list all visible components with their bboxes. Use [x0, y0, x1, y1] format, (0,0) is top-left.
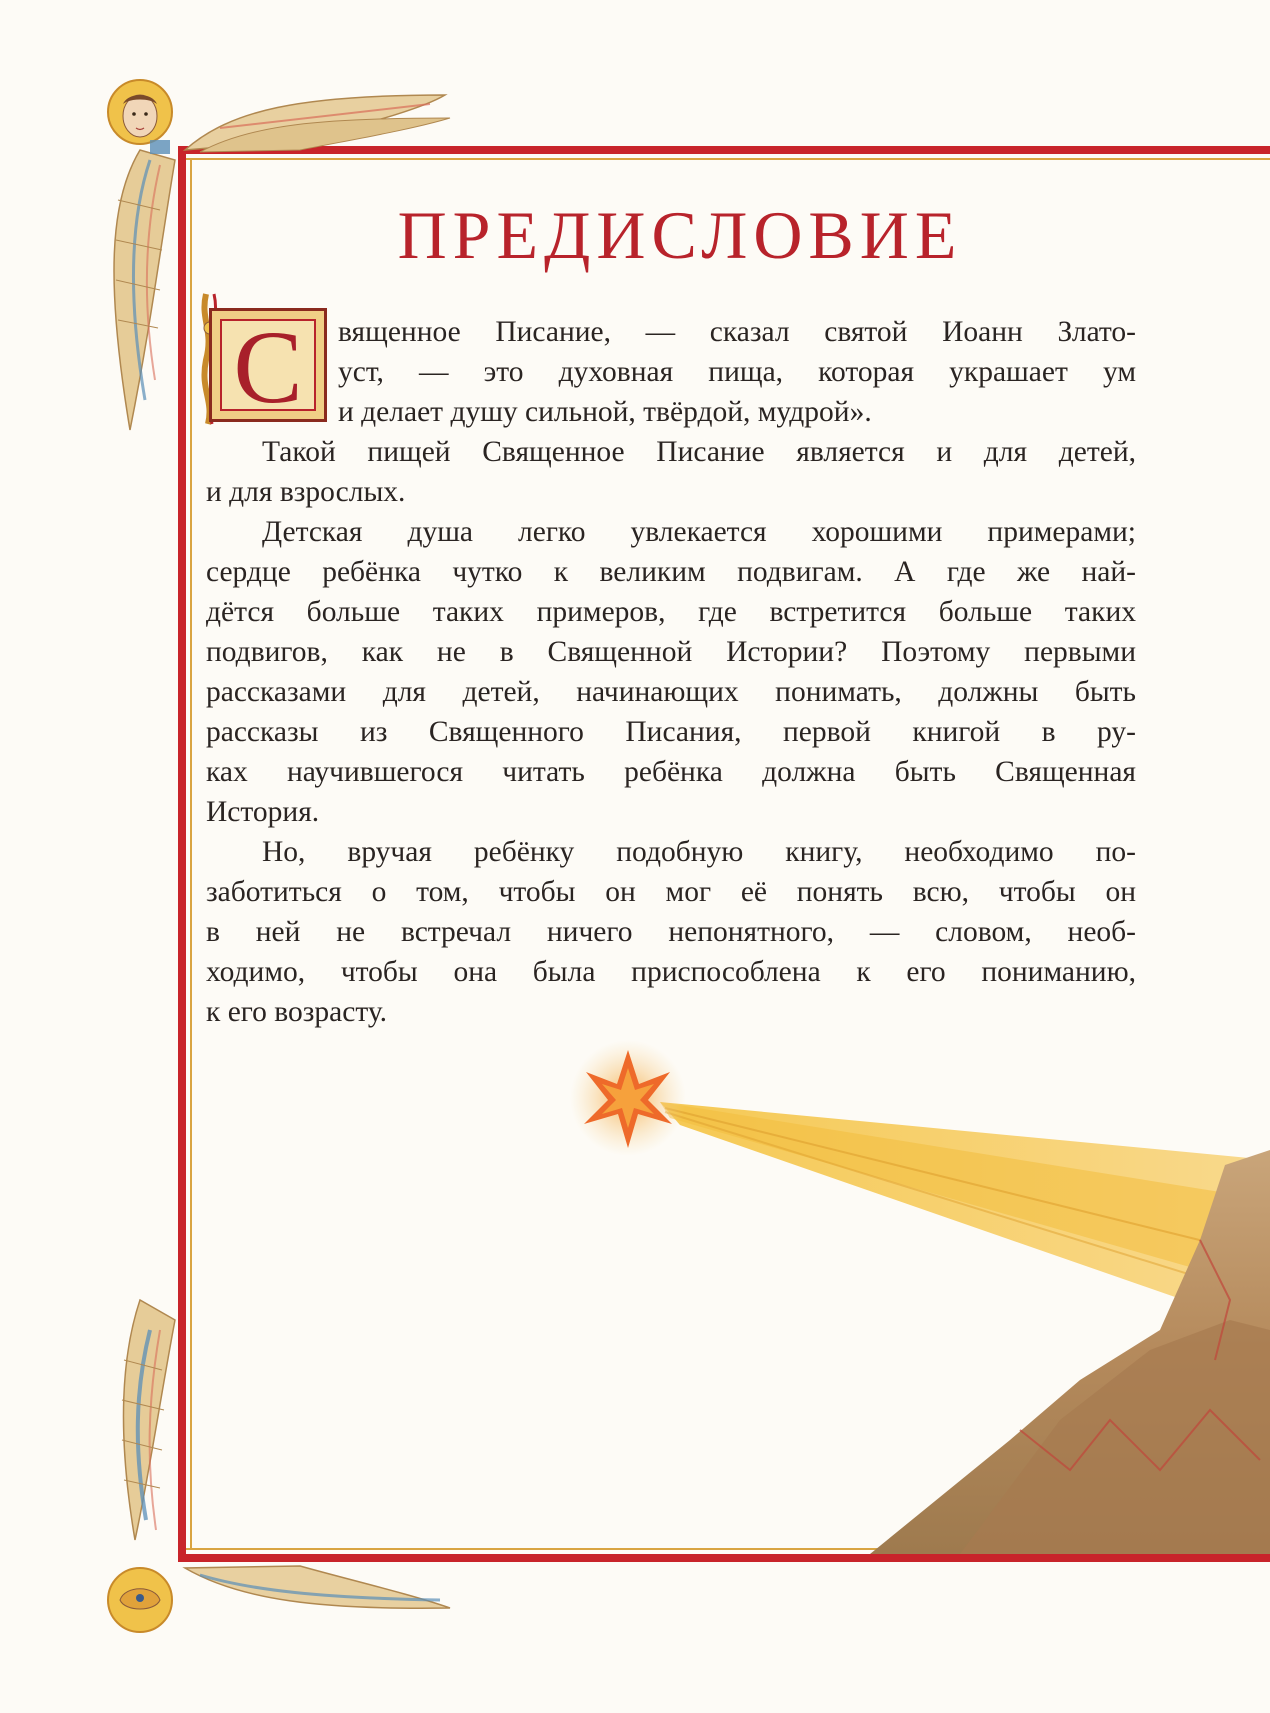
- text-line: подвигов, как не в Священной Истории? Поэтому первыми: [206, 636, 1136, 668]
- text-line: История.: [206, 796, 320, 828]
- text-line: и для взрослых.: [206, 476, 406, 508]
- text-line: сердце ребёнка чутко к великим подвигам. А где же най-: [206, 556, 1136, 588]
- text-line: в ней не встречал ничего непонятного, — словом, необ-: [206, 916, 1136, 948]
- text-line: Такой пищей Священное Писание является и для детей,: [262, 436, 1136, 468]
- drop-cap: [209, 308, 327, 425]
- drop-cap-inner: [220, 310, 316, 425]
- text-line: Детская душа легко увлекается хорошими примерами;: [262, 516, 1136, 548]
- text-line: уст, — это духовная пища, которая украшает ум: [338, 356, 1136, 388]
- star-icon: [570, 1040, 686, 1156]
- eagle-icon: [108, 1300, 450, 1632]
- text-line: Но, вручая ребёнку подобную книгу, необходимо по-: [262, 836, 1136, 868]
- text-line: к его возрасту.: [206, 996, 388, 1028]
- text-line: заботиться о том, чтобы он мог её понять всю, чтобы он: [206, 876, 1136, 908]
- page-title: ПРЕДИСЛОВИЕ: [397, 197, 963, 273]
- text-line: и делает душу сильной, твёрдой, мудрой».: [338, 396, 872, 428]
- drop-cap-letter: С: [233, 310, 303, 425]
- text-line: ках научившегося читать ребёнка должна быть Священная: [206, 756, 1136, 788]
- text-line: дётся больше таких примеров, где встретится больше таких: [206, 596, 1136, 628]
- text-line: вященное Писание, — сказал святой Иоанн Злато-: [338, 316, 1136, 348]
- text-line: рассказами для детей, начинающих понимать, должны быть: [206, 676, 1136, 708]
- text-line: ходимо, чтобы она была приспособлена к его пониманию,: [206, 956, 1136, 988]
- text-line: рассказы из Священного Писания, первой книгой в ру-: [206, 716, 1136, 748]
